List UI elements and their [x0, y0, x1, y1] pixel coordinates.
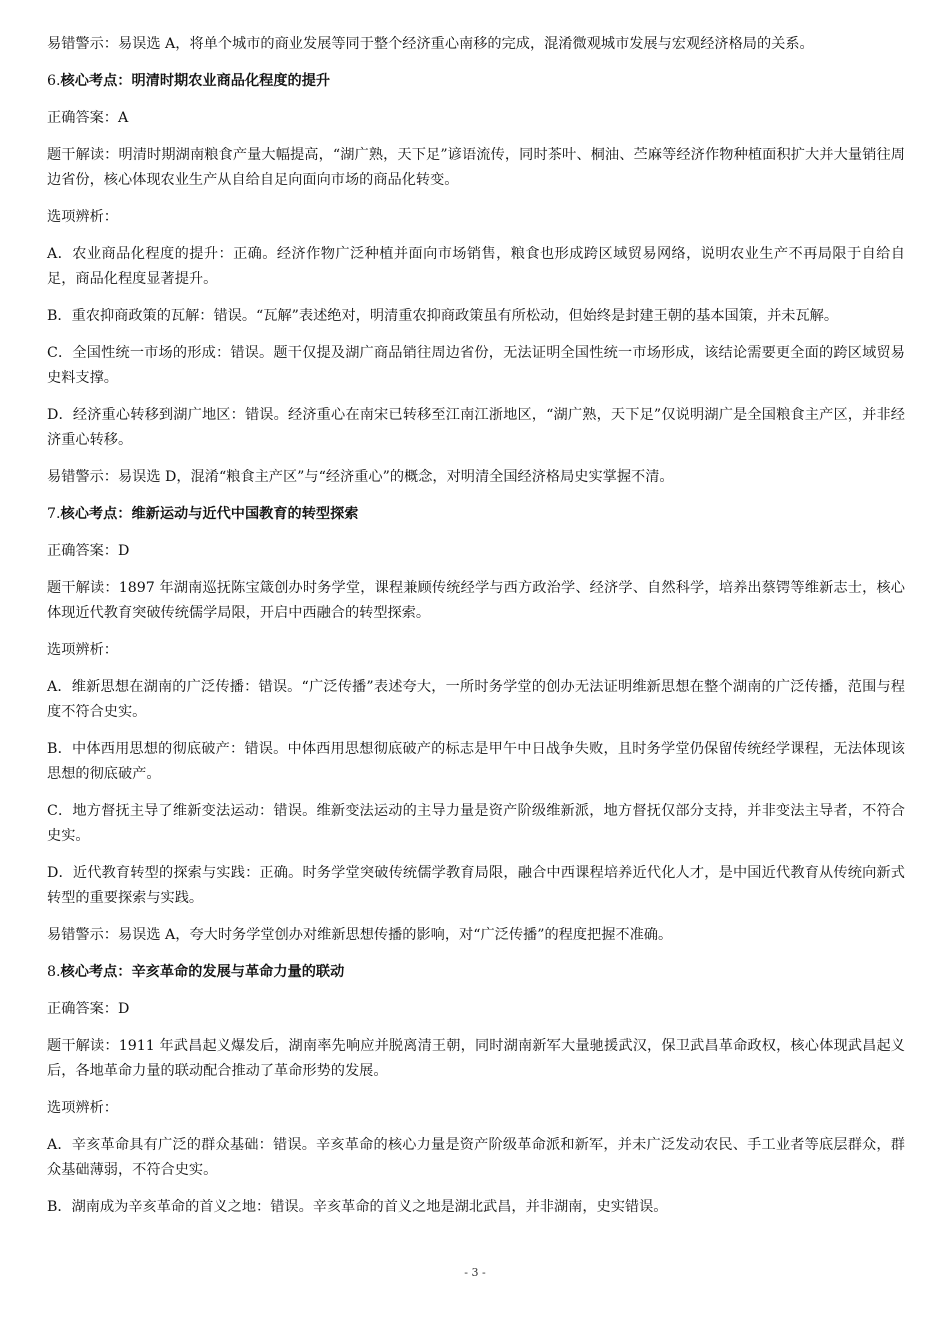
- q7-option-b: B．中体西用思想的彻底破产：错误。中体西用思想彻底破产的标志是甲午中日战争失败，且时务学堂仍保留传统经学课程，无法体现该思想的彻底破产。: [47, 741, 905, 782]
- q7-heading: [47, 502, 905, 527]
- q6-answer: 正确答案：A: [47, 110, 129, 126]
- q8-number: 8.: [47, 964, 61, 980]
- q8-option-a: A．辛亥革命具有广泛的群众基础：错误。辛亥革命的核心力量是资产阶级革命派和新军，并未广泛发动农民、手工业者等底层群众，群众基础薄弱，不符合史实。: [47, 1137, 905, 1178]
- q8-analysis: 题干解读：1911 年武昌起义爆发后，湖南率先响应并脱离清王朝，同时湖南新军大量驰援武汉，保卫武昌革命政权，核心体现武昌起义后，各地革命力量的联动配合推动了革命形势的发展。: [47, 1038, 905, 1079]
- q7-options-label: 选项辨析：: [47, 642, 118, 658]
- q7-answer: 正确答案：D: [47, 543, 130, 559]
- q7-warning: 易错警示：易误选 A，夸大时务学堂创办对维新思想传播的影响，对“广泛传播”的程度把握不准确。: [47, 927, 673, 943]
- q6-option-c: C．全国性统一市场的形成：错误。题干仅提及湖广商品销往周边省份，无法证明全国性统一市场形成，该结论需要更全面的跨区域贸易史料支撑。: [47, 345, 905, 386]
- page-content: [47, 32, 905, 1232]
- q6-title: 核心考点：明清时期农业商品化程度的提升: [60, 73, 331, 89]
- q6-number: 6.: [47, 73, 61, 89]
- q8-title: 核心考点：辛亥革命的发展与革命力量的联动: [60, 964, 345, 980]
- q8-options-label: 选项辨析：: [47, 1100, 118, 1116]
- q6-analysis: 题干解读：明清时期湖南粮食产量大幅提高，“湖广熟，天下足”谚语流传，同时茶叶、桐油、苎麻等经济作物种植面积扩大并大量销往周边省份，核心体现农业生产从自给自足向面向市场的商品化转变。: [47, 147, 905, 188]
- q7-option-d: D．近代教育转型的探索与实践：正确。时务学堂突破传统儒学教育局限，融合中西课程培养近代化人才，是中国近代教育从传统向新式转型的重要探索与实践。: [47, 865, 905, 906]
- q8-option-b: B．湖南成为辛亥革命的首义之地：错误。辛亥革命的首义之地是湖北武昌，并非湖南，史实错误。: [47, 1199, 668, 1215]
- q7-option-a: A．维新思想在湖南的广泛传播：错误。“广泛传播”表述夸大，一所时务学堂的创办无法证明维新思想在整个湖南的广泛传播，范围与程度不符合史实。: [47, 679, 905, 720]
- q7-number: 7.: [47, 506, 61, 522]
- q6-option-b: B．重农抑商政策的瓦解：错误。“瓦解”表述绝对，明清重农抑商政策虽有所松动，但始终是封建王朝的基本国策，并未瓦解。: [47, 308, 839, 324]
- q5-warning: 易错警示：易误选 A，将单个城市的商业发展等同于整个经济重心南移的完成，混淆微观城市发展与宏观经济格局的关系。: [47, 36, 814, 52]
- q8-heading: [47, 960, 905, 985]
- page-number: - 3 -: [464, 1266, 486, 1279]
- q7-title: 核心考点：维新运动与近代中国教育的转型探索: [60, 506, 359, 522]
- q7-option-c: C．地方督抚主导了维新变法运动：错误。维新变法运动的主导力量是资产阶级维新派，地方督抚仅部分支持，并非变法主导者，不符合史实。: [47, 803, 905, 844]
- q8-answer: 正确答案：D: [47, 1001, 130, 1017]
- q6-option-d: D．经济重心转移到湖广地区：错误。经济重心在南宋已转移至江南江浙地区，“湖广熟，天下足”仅说明湖广是全国粮食主产区，并非经济重心转移。: [47, 407, 905, 448]
- q6-warning: 易错警示：易误选 D，混淆“粮食主产区”与“经济重心”的概念，对明清全国经济格局史实掌握不清。: [47, 469, 674, 485]
- q6-options-label: 选项辨析：: [47, 209, 118, 225]
- q6-heading: [47, 69, 905, 94]
- q7-analysis: 题干解读：1897 年湖南巡抚陈宝箴创办时务学堂，课程兼顾传统经学与西方政治学、经济学、自然科学，培养出蔡锷等维新志士，核心体现近代教育突破传统儒学局限，开启中西融合的转型探索。: [47, 580, 905, 621]
- q6-option-a: A．农业商品化程度的提升：正确。经济作物广泛种植并面向市场销售，粮食也形成跨区域贸易网络，说明农业生产不再局限于自给自足，商品化程度显著提升。: [47, 246, 905, 287]
